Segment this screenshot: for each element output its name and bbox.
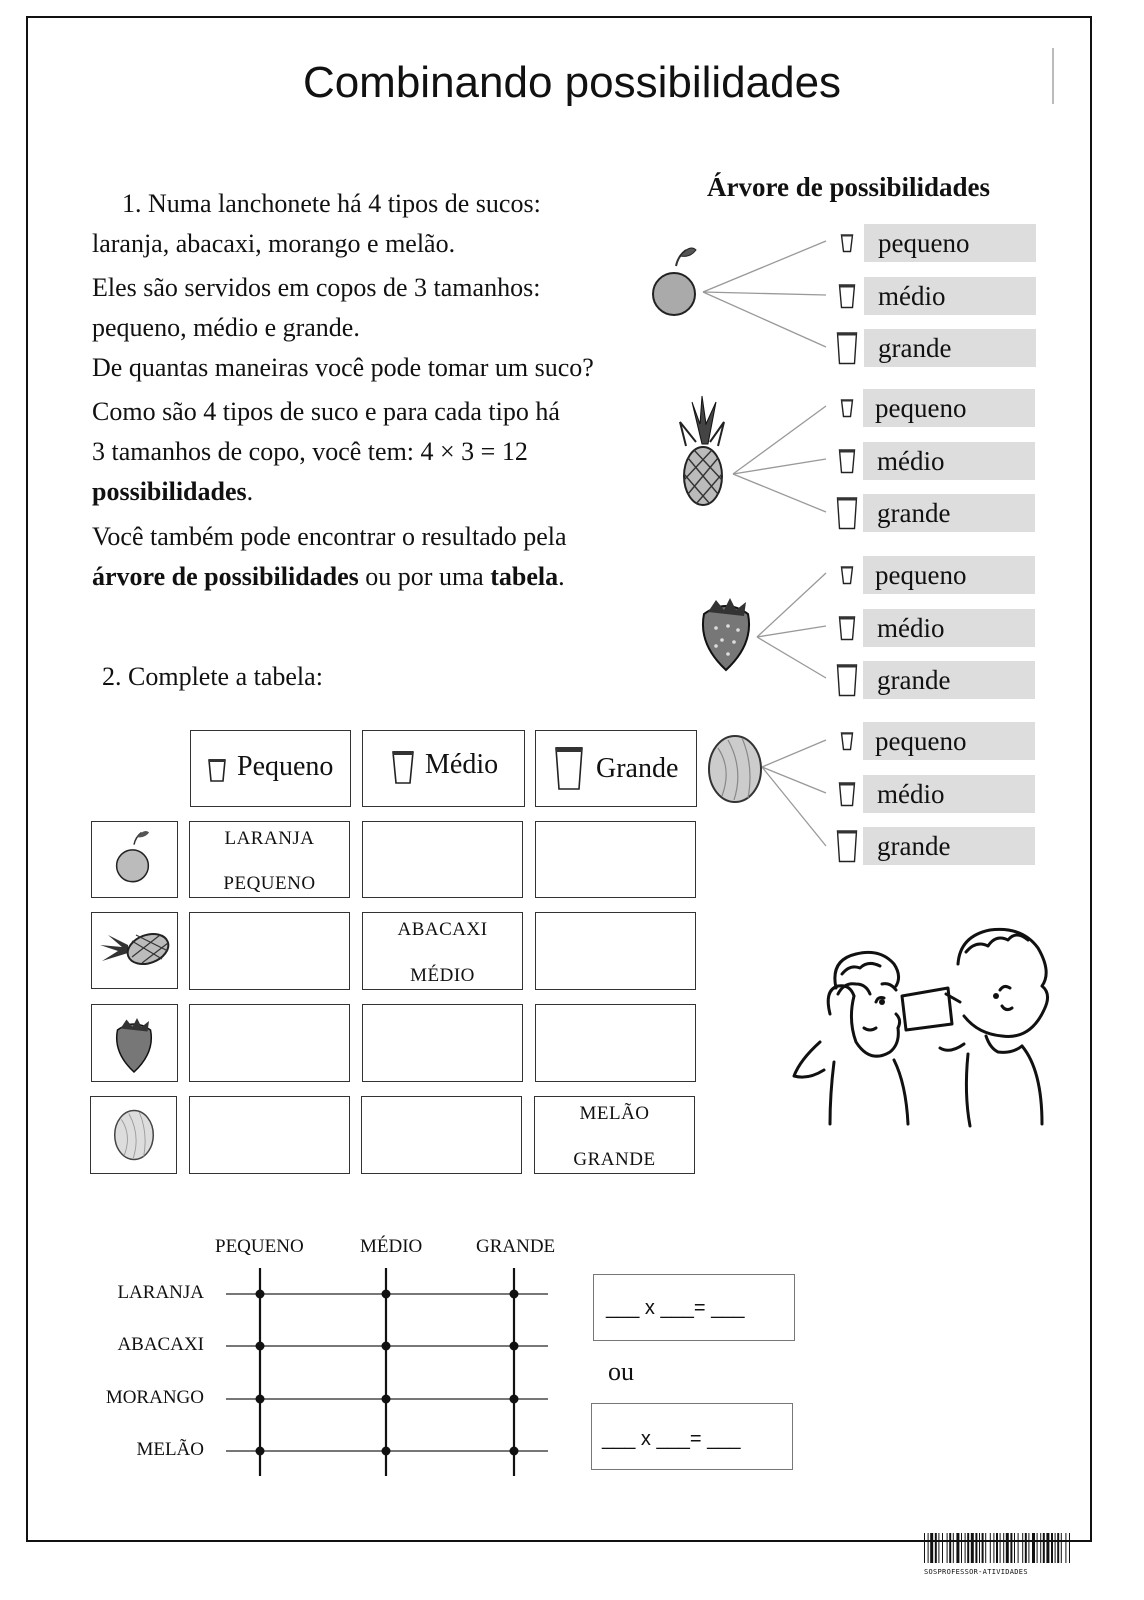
- text-line: Como são 4 tipos de suco e para cada tipo há: [92, 397, 560, 426]
- grid-column-label: PEQUENO: [215, 1236, 304, 1257]
- answer-formula: ___ x ___= ___: [606, 1297, 745, 1319]
- text-line: .: [246, 477, 254, 506]
- cup-icon: [840, 398, 854, 418]
- text-line: laranja, abacaxi, morango e melão.: [92, 229, 456, 258]
- bold-text: tabela: [490, 562, 559, 591]
- answer-formula: ___ x ___= ___: [602, 1428, 741, 1450]
- text-line: Você também pode encontrar o resultado pela: [92, 522, 567, 551]
- cup-medium-icon: [391, 749, 415, 785]
- cup-large-icon: [554, 745, 584, 791]
- pineapple-icon: [98, 927, 172, 975]
- row-icon-strawberry: [91, 1004, 178, 1082]
- exercise-2-heading: 2. Complete a tabela:: [102, 662, 323, 691]
- answer-box-2[interactable]: [591, 1403, 793, 1470]
- melon-icon: [111, 1105, 157, 1165]
- tree-size-label: médio: [863, 775, 1035, 813]
- table-cell[interactable]: [189, 821, 350, 898]
- text-line: Eles são servidos em copos de 3 tamanhos:: [92, 273, 541, 302]
- table-cell[interactable]: [535, 821, 696, 898]
- table-cell[interactable]: [189, 912, 350, 990]
- tree-size-label: pequeno: [863, 556, 1035, 594]
- tree-size-label: grande: [864, 329, 1036, 367]
- tree-size-label: médio: [864, 277, 1036, 315]
- barcode-bars-icon: [924, 1533, 1072, 1563]
- row-icon-melon: [90, 1096, 177, 1174]
- cup-icon: [840, 565, 854, 585]
- table-cell[interactable]: [535, 912, 696, 990]
- text-line: 3 tamanhos de copo, você tem: 4 × 3 = 12: [92, 437, 528, 466]
- grid-row-label: MORANGO: [105, 1387, 204, 1408]
- grid-row-label: ABACAXI: [117, 1334, 204, 1355]
- tree-size-label: pequeno: [863, 722, 1035, 760]
- row-icon-orange: [91, 821, 178, 898]
- cup-icon: [836, 663, 858, 697]
- tree-size-label: médio: [863, 442, 1035, 480]
- bold-text: possibilidades: [92, 477, 247, 506]
- page-title: Combinando possibilidades: [302, 58, 842, 107]
- tree-size-label: pequeno: [864, 224, 1036, 262]
- grid-row-label: LARANJA: [117, 1282, 204, 1303]
- text-line: .: [558, 562, 565, 591]
- pineapple-icon: [676, 394, 728, 508]
- row-icon-pineapple: [91, 912, 178, 989]
- cup-icon: [838, 283, 856, 309]
- table-header-medium: [362, 730, 525, 807]
- bold-text: árvore de possibilidades: [92, 562, 359, 591]
- cup-icon: [838, 615, 856, 641]
- cup-icon: [840, 731, 854, 751]
- table-header-small: [190, 730, 351, 807]
- cup-icon: [836, 829, 858, 863]
- cell-text: ABACAXI: [397, 919, 488, 940]
- table-cell[interactable]: [535, 1004, 696, 1082]
- grid-column-label: MÉDIO: [360, 1236, 423, 1257]
- cell-text: MELÃO: [579, 1103, 650, 1124]
- tree-title: Árvore de possibilidades: [707, 172, 991, 202]
- tree-size-label: pequeno: [863, 389, 1035, 427]
- tree-size-label: médio: [863, 609, 1035, 647]
- cell-text: MÉDIO: [410, 965, 475, 986]
- cell-text: PEQUENO: [223, 873, 316, 894]
- grid-column-label: GRANDE: [476, 1236, 556, 1257]
- table-header-large: [535, 730, 697, 807]
- kids-drinking-illustration: [790, 924, 1060, 1146]
- barcode-text: SOSPROFESSOR-ATIVIDADES: [924, 1568, 1028, 1576]
- orange-icon: [650, 244, 702, 326]
- barcode: [924, 1533, 1072, 1576]
- melon-icon: [704, 732, 766, 806]
- table-cell[interactable]: [362, 1004, 523, 1082]
- table-cell[interactable]: [534, 1096, 695, 1174]
- cup-icon: [840, 233, 854, 253]
- table-cell[interactable]: [189, 1004, 350, 1082]
- cup-icon: [836, 331, 858, 365]
- grid-row-label: MELÃO: [136, 1439, 204, 1460]
- tree-size-label: grande: [863, 661, 1035, 699]
- header-label: Pequeno: [237, 751, 334, 782]
- text-line: pequeno, médio e grande.: [92, 313, 360, 342]
- tree-size-label: grande: [863, 494, 1035, 532]
- header-label: Médio: [425, 749, 499, 780]
- tree-size-label: grande: [863, 827, 1035, 865]
- cup-icon: [838, 448, 856, 474]
- cup-icon: [838, 781, 856, 807]
- cell-text: LARANJA: [224, 828, 315, 849]
- or-label: ou: [608, 1357, 634, 1386]
- header-label: Grande: [596, 753, 679, 784]
- text-line: De quantas maneiras você pode tomar um suco?: [92, 353, 594, 382]
- answer-box-1[interactable]: [593, 1274, 795, 1341]
- orange-icon: [114, 828, 154, 890]
- table-cell[interactable]: [361, 1096, 522, 1174]
- table-cell[interactable]: [362, 912, 523, 990]
- text-line: 1. Numa lanchonete há 4 tipos de sucos:: [122, 189, 541, 218]
- text-line: ou por uma: [358, 562, 491, 591]
- cup-icon: [836, 496, 858, 530]
- strawberry-icon: [694, 594, 758, 674]
- cell-text: GRANDE: [573, 1149, 656, 1170]
- table-cell[interactable]: [362, 821, 523, 898]
- strawberry-icon: [110, 1015, 158, 1075]
- table-cell[interactable]: [189, 1096, 350, 1174]
- cup-small-icon: [207, 757, 227, 783]
